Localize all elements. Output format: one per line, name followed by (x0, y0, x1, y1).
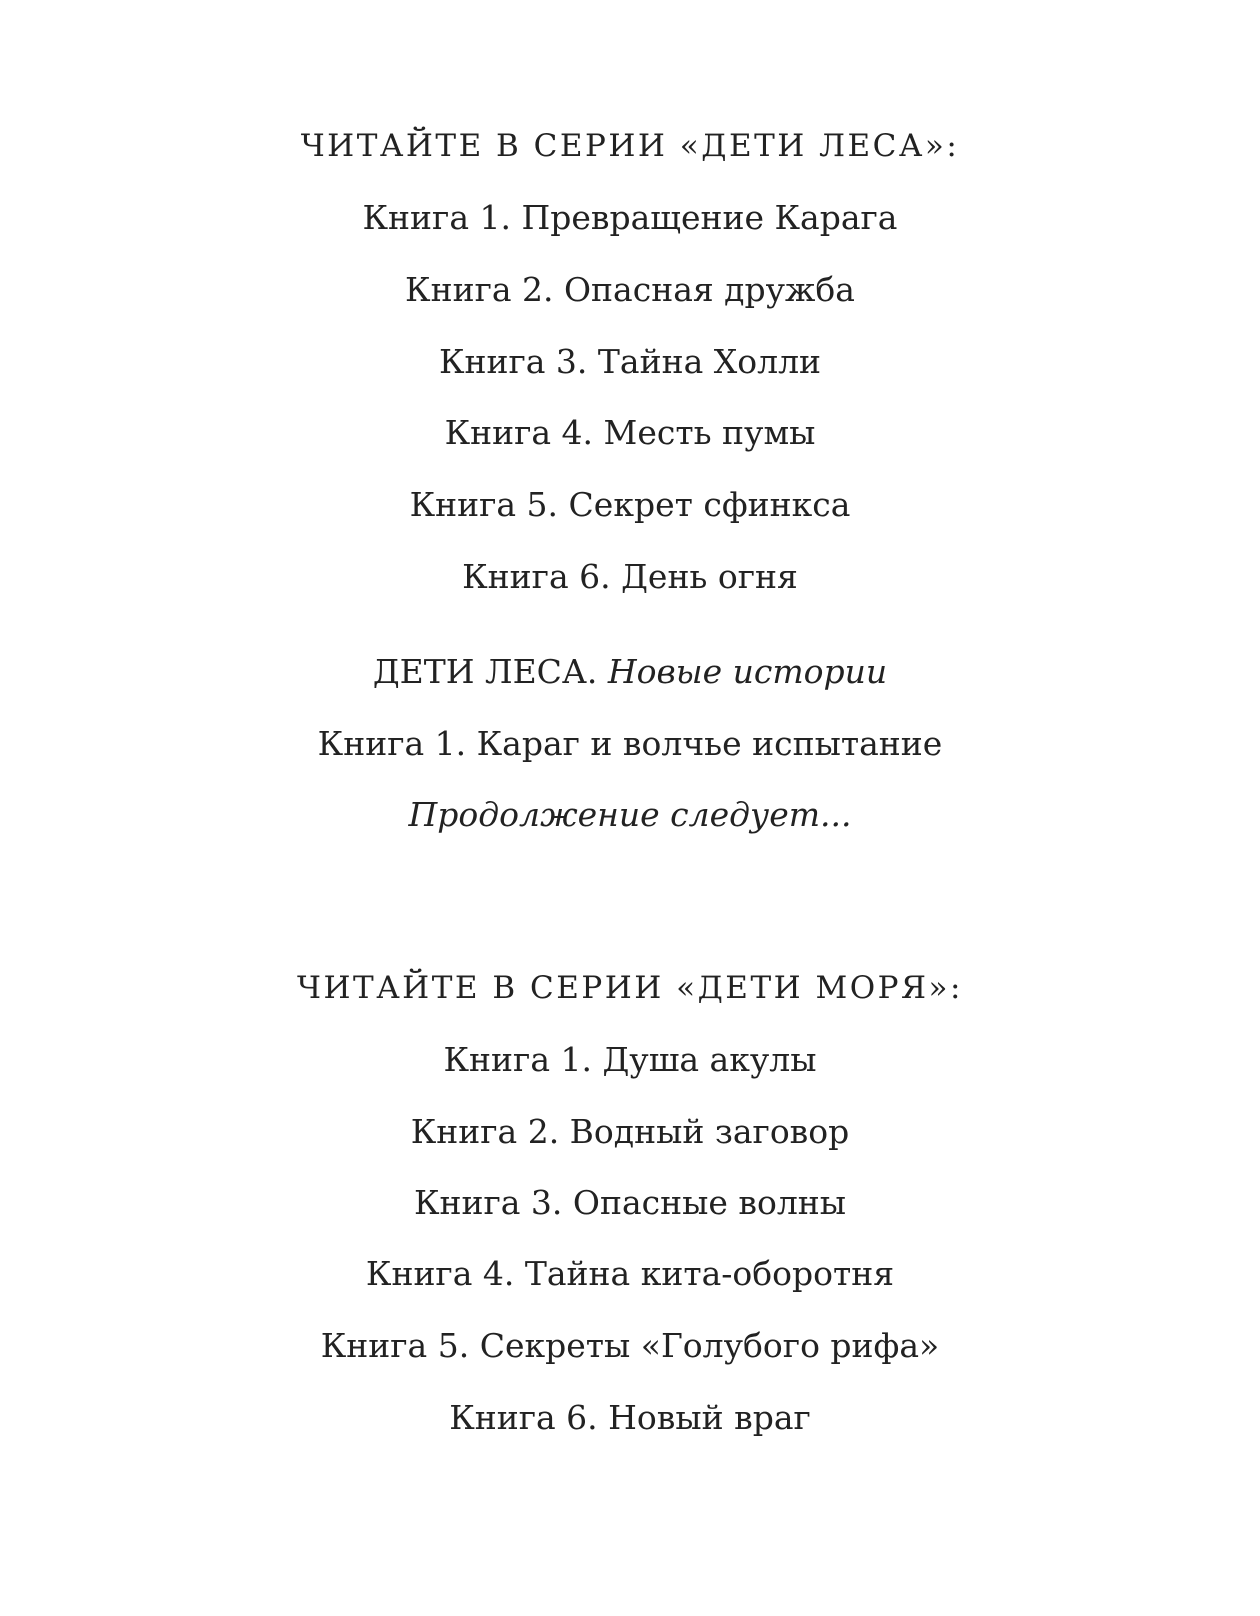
forest-book-2: Книга 2. Опасная дружба (405, 270, 855, 309)
forest-series-heading: ЧИТАЙТЕ В СЕРИИ «ДЕТИ ЛЕСА»: (300, 128, 960, 164)
sea-book-3: Книга 3. Опасные волны (413, 1183, 847, 1222)
forest-book-1: Книга 1. Превращение Карага (362, 198, 898, 237)
sea-book-1: Книга 1. Душа акулы (443, 1040, 817, 1079)
sea-book-6: Книга 6. Новый враг (449, 1398, 811, 1437)
sea-book-4: Книга 4. Тайна кита-оборотня (365, 1254, 895, 1293)
forest-book-6: Книга 6. День огня (462, 557, 798, 596)
forest-book-3: Книга 3. Тайна Холли (438, 342, 822, 381)
new-stories-book-1: Книга 1. Караг и волчье испытание (317, 724, 943, 763)
sea-book-2: Книга 2. Водный заговор (410, 1112, 850, 1151)
forest-book-5: Книга 5. Секрет сфинкса (409, 485, 851, 524)
new-stories-subtitle: Новые истории (607, 652, 888, 691)
forest-book-4: Книга 4. Месть пумы (444, 413, 816, 452)
sea-series-heading: ЧИТАЙТЕ В СЕРИИ «ДЕТИ МОРЯ»: (297, 970, 963, 1006)
new-stories-series: ДЕТИ ЛЕСА. (372, 652, 598, 691)
new-stories-heading (0, 652, 1260, 692)
sea-book-5: Книга 5. Секреты «Голубого рифа» (320, 1326, 940, 1365)
continuation-note: Продолжение следует... (408, 795, 852, 834)
